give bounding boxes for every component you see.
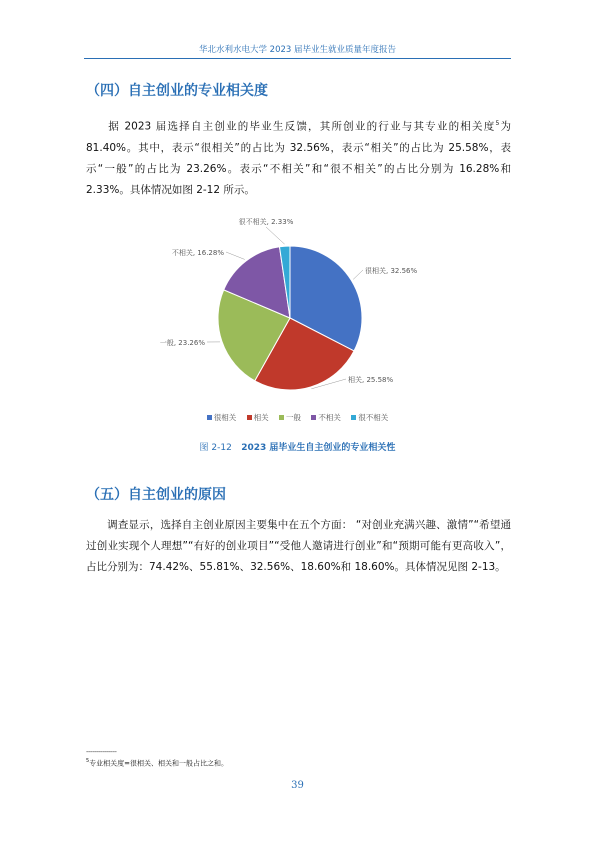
legend-swatch-2 bbox=[279, 415, 284, 420]
pie-chart-svg bbox=[130, 210, 470, 410]
section-5-text: 调查显示，选择自主创业原因主要集中在五个方面： “对创业充满兴趣、激情”“希望通过创业实现个人理想”“有好的创业项目”“受他人邀请进行创业”和“预期可能有更高收入”，占比分别为：74.42%、55.81%、32.56%、18.60%和 18.60%。具体情况见图 2-13。 bbox=[86, 519, 511, 573]
pie-data-label-0: 很相关, 32.56% bbox=[365, 267, 418, 275]
legend-item-1 bbox=[247, 412, 269, 423]
footnote-separator: --------------- bbox=[86, 748, 117, 756]
page-number: 39 bbox=[291, 780, 304, 791]
figure-caption bbox=[0, 440, 595, 453]
legend-item-0 bbox=[207, 412, 237, 423]
legend-item-2 bbox=[279, 412, 301, 423]
pie-leader-line-0 bbox=[353, 270, 363, 279]
legend-label-1: 相关 bbox=[253, 413, 269, 422]
pie-data-label-2: 一般, 23.26% bbox=[159, 339, 205, 347]
footnote-ref[interactable]: 5 bbox=[495, 120, 500, 127]
pie-data-label-3: 不相关, 16.28% bbox=[171, 249, 224, 257]
footnote-text: 专业相关度=很相关、相关和一般占比之和。 bbox=[89, 759, 229, 768]
running-header: 华北水利水电大学 2023 届毕业生就业质量年度报告 bbox=[198, 45, 397, 55]
footnote-mark: 5 bbox=[86, 758, 90, 764]
legend-label-2: 一般 bbox=[286, 413, 301, 422]
pie-data-label-4: 很不相关, 2.33% bbox=[238, 218, 294, 226]
section-4-text-b: 为 81.40%。其中，表示“很相关”的占比为 32.56%，表示“相关”的占比为 25.58%，表示“一般”的占比为 23.26%。表示“不相关”和“很不相关”的占比分别为 16.28%和 2.33%。具体情况如图 2-12 所示。 bbox=[86, 120, 511, 196]
legend-swatch-0 bbox=[207, 415, 212, 420]
legend-label-0: 很相关 bbox=[213, 413, 237, 422]
pie-leader-line-3 bbox=[226, 252, 245, 259]
section-4-text-a: 据 2023 届选择自主创业的毕业生反馈，其所创业的行业与其专业的相关度 bbox=[107, 120, 496, 133]
legend-item-3 bbox=[311, 412, 341, 423]
section-5-paragraph bbox=[86, 515, 511, 578]
section-4-paragraph bbox=[86, 113, 511, 201]
header-rule bbox=[84, 58, 511, 59]
figure-number: 图 2-12 bbox=[199, 443, 232, 453]
legend-label-3: 不相关 bbox=[318, 413, 341, 422]
figure-caption-text: 2023 届毕业生自主创业的专业相关性 bbox=[241, 443, 396, 453]
chart-legend bbox=[0, 412, 595, 423]
legend-swatch-3 bbox=[311, 415, 316, 420]
pie-data-label-1: 相关, 25.58% bbox=[348, 376, 394, 384]
legend-label-4: 很不相关 bbox=[358, 413, 389, 422]
footnote bbox=[86, 758, 228, 768]
section-4-title: （四）自主创业的专业相关度 bbox=[86, 83, 268, 99]
legend-item-4 bbox=[351, 412, 388, 423]
legend-swatch-4 bbox=[351, 415, 356, 420]
pie-chart bbox=[130, 210, 470, 430]
section-5-title: （五）自主创业的原因 bbox=[86, 487, 226, 503]
pie-leader-line-4 bbox=[266, 227, 285, 244]
legend-swatch-1 bbox=[247, 415, 252, 420]
